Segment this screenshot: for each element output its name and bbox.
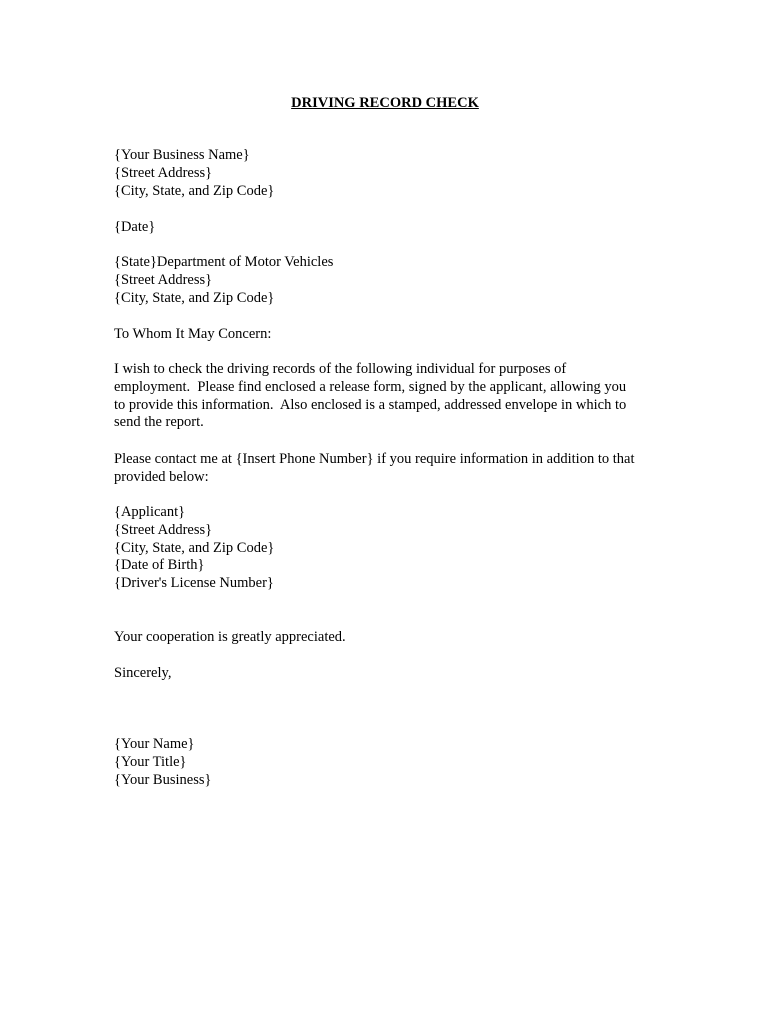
applicant-license-number: {Driver's License Number} bbox=[114, 575, 274, 592]
salutation-block bbox=[114, 326, 674, 344]
salutation: To Whom It May Concern: bbox=[114, 326, 272, 342]
sender-city-state-zip: {City, State, and Zip Code} bbox=[114, 182, 275, 199]
date-block bbox=[114, 219, 674, 237]
recipient-city-state-zip: {City, State, and Zip Code} bbox=[114, 289, 275, 306]
letter-date: {Date} bbox=[114, 219, 156, 235]
sender-address-block bbox=[114, 147, 674, 200]
recipient-department: {State}Department of Motor Vehicles bbox=[114, 254, 334, 270]
body-paragraph-line: employment. Please find enclosed a release form, signed by the applicant, allowing you bbox=[114, 378, 627, 395]
recipient-address-block bbox=[114, 254, 674, 307]
contact-paragraph bbox=[114, 451, 674, 487]
signature-name: {Your Name} bbox=[114, 736, 195, 752]
applicant-info-block bbox=[114, 504, 674, 593]
applicant-date-of-birth: {Date of Birth} bbox=[114, 557, 205, 574]
valediction: Sincerely, bbox=[114, 665, 172, 681]
sender-business-name: {Your Business Name} bbox=[114, 147, 250, 163]
body-paragraph-line: to provide this information. Also enclosed is a stamped, addressed envelope in which to bbox=[114, 396, 627, 413]
body-paragraph-line: I wish to check the driving records of the following individual for purposes of bbox=[114, 361, 567, 377]
signature-business: {Your Business} bbox=[114, 771, 212, 788]
recipient-street-address: {Street Address} bbox=[114, 271, 213, 288]
closing-block bbox=[114, 629, 674, 647]
contact-paragraph-line: provided below: bbox=[114, 468, 209, 485]
closing-line: Your cooperation is greatly appreciated. bbox=[114, 629, 346, 645]
document-title: DRIVING RECORD CHECK bbox=[291, 95, 479, 111]
contact-paragraph-line: Please contact me at {Insert Phone Number} if you require information in addition to that bbox=[114, 451, 635, 467]
body-paragraph-line: send the report. bbox=[114, 414, 204, 431]
applicant-city-state-zip: {City, State, and Zip Code} bbox=[114, 539, 275, 556]
applicant-street-address: {Street Address} bbox=[114, 521, 213, 538]
signature-block bbox=[114, 736, 674, 789]
body-paragraph bbox=[114, 361, 674, 432]
sender-street-address: {Street Address} bbox=[114, 164, 213, 181]
signature-title: {Your Title} bbox=[114, 753, 187, 770]
applicant-name: {Applicant} bbox=[114, 504, 186, 520]
valediction-block bbox=[114, 665, 674, 683]
